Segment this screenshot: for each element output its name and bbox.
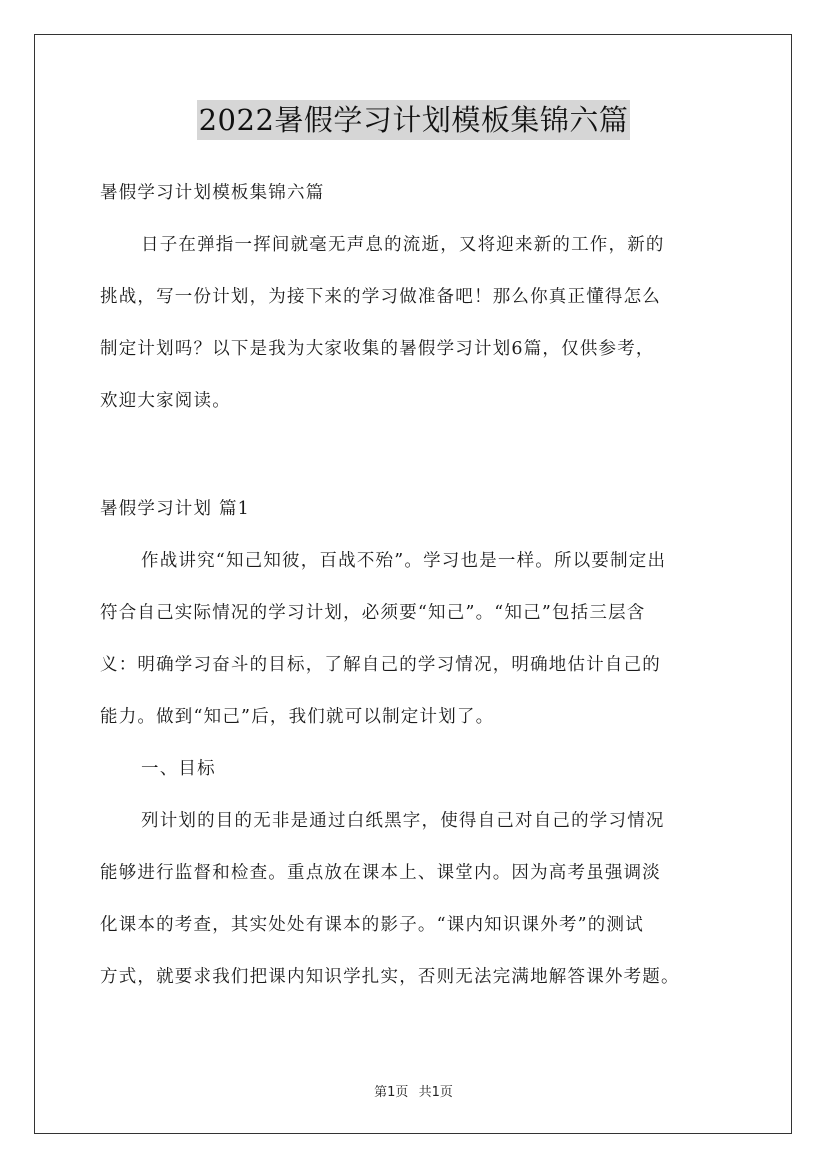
page-footer	[0, 1081, 827, 1100]
paragraph-line: 符合自己实际情况的学习计划，必须要“知己”。“知己”包括三层含	[100, 603, 646, 623]
paragraph-line: 化课本的考查，其实处处有课本的影子。“课内知识课外考”的测试	[100, 915, 644, 935]
paragraph-line: 方式，就要求我们把课内知识学扎实，否则无法完满地解答课外考题。	[100, 967, 680, 987]
intro-line: 日子在弹指一挥间就毫无声息的流逝，又将迎来新的工作，新的	[141, 235, 665, 255]
paragraph-line: 列计划的目的无非是通过白纸黑字，使得自己对自己的学习情况	[141, 811, 665, 831]
paragraph-1	[100, 546, 740, 732]
paragraph-2	[100, 806, 740, 992]
document-title: 2022暑假学习计划模板集锦六篇	[197, 100, 631, 140]
intro-line: 挑战，写一份计划，为接下来的学习做准备吧！那么你真正懂得怎么	[100, 287, 661, 307]
intro-line: 制定计划吗？以下是我为大家收集的暑假学习计划6篇，仅供参考，	[100, 339, 655, 359]
document-subtitle: 暑假学习计划模板集锦六篇	[100, 183, 325, 203]
paragraph-line: 义：明确学习奋斗的目标，了解自己的学习情况，明确地估计自己的	[100, 655, 661, 675]
intro-line: 欢迎大家阅读。	[100, 391, 231, 411]
paragraph-line: 作战讲究“知己知彼，百战不殆”。学习也是一样。所以要制定出	[141, 551, 667, 571]
page-number: 第1页	[374, 1085, 409, 1100]
paragraph-line: 能够进行监督和检查。重点放在课本上、课堂内。因为高考虽强调淡	[100, 863, 661, 883]
paragraph-line: 能力。做到“知己”后，我们就可以制定计划了。	[100, 707, 495, 727]
title-wrap	[0, 100, 827, 140]
section-gap	[100, 438, 740, 494]
document-body	[100, 178, 740, 1014]
section-heading: 暑假学习计划 篇1	[100, 499, 250, 519]
item-heading: 一、目标	[141, 759, 216, 779]
intro-paragraph	[100, 230, 740, 416]
page-total: 共1页	[418, 1085, 453, 1100]
